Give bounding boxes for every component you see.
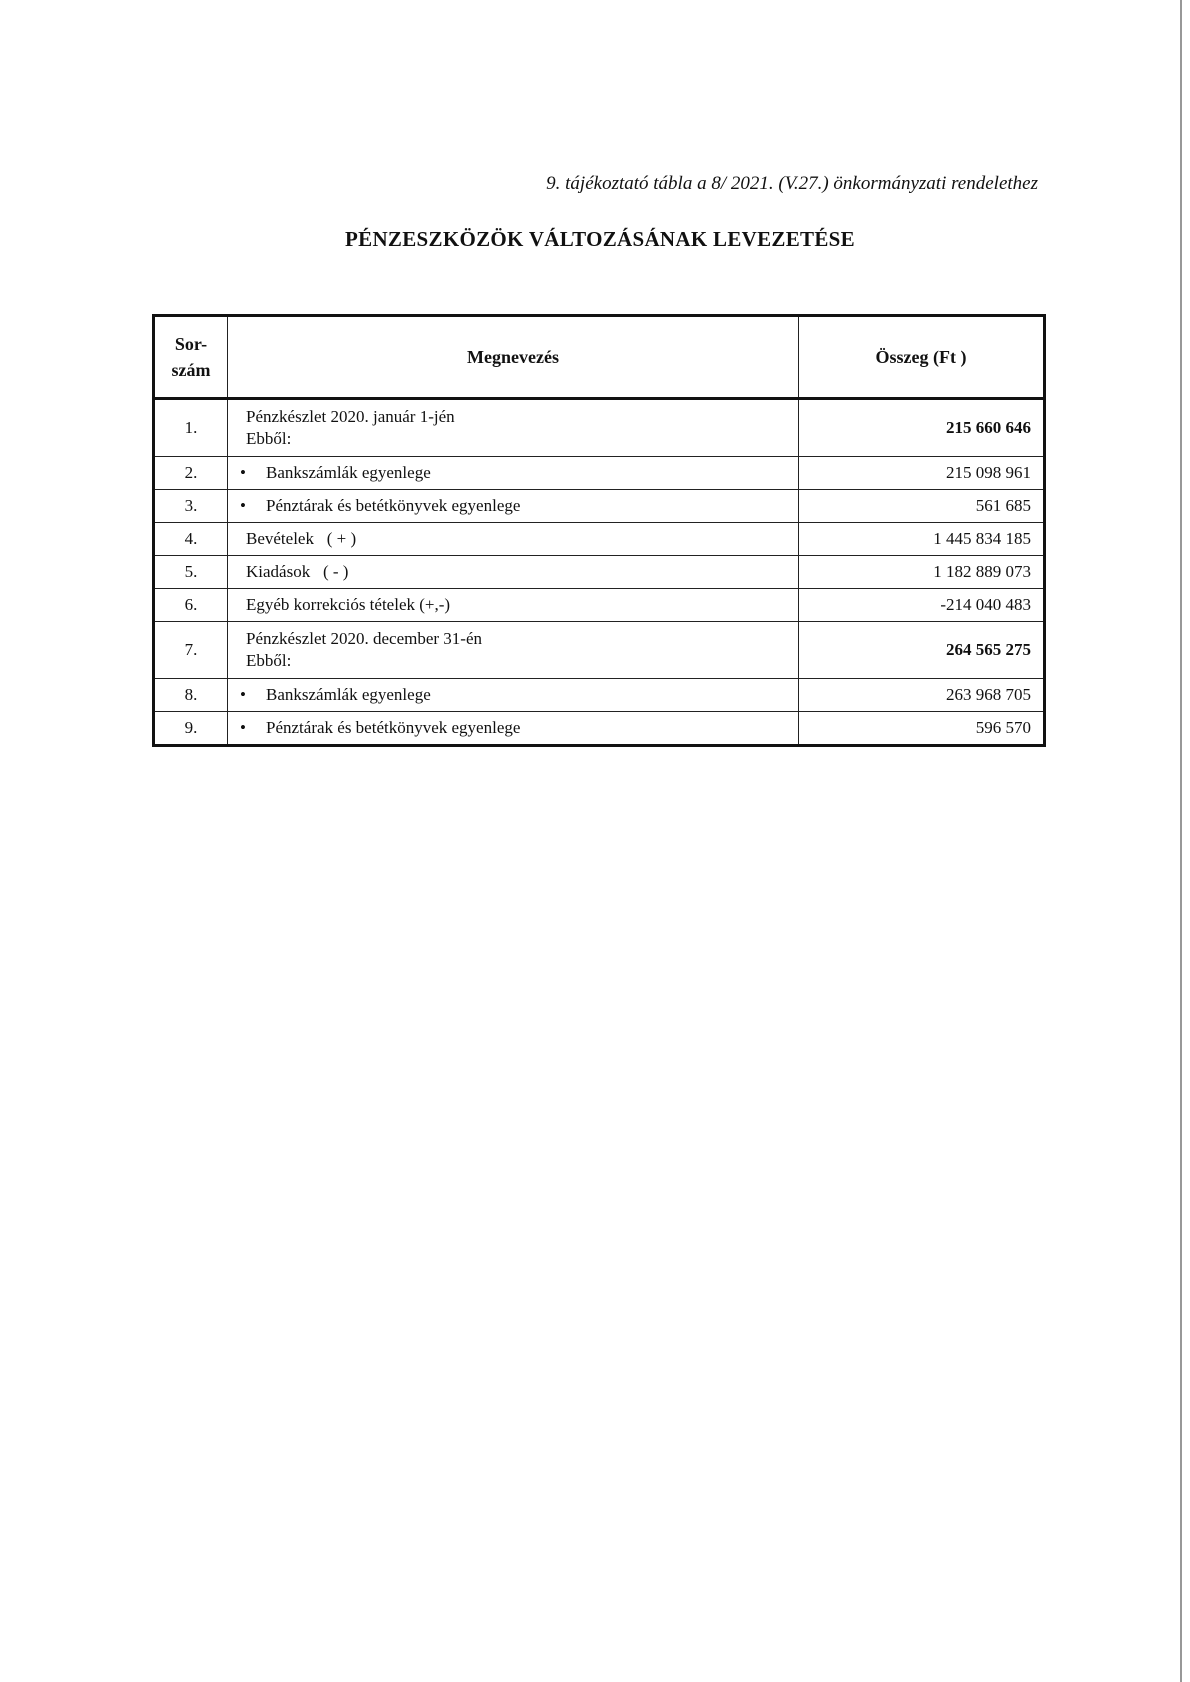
- row-label: Pénztárak és betétkönyvek egyenlege: [266, 496, 521, 515]
- header-description: Megnevezés: [228, 316, 799, 399]
- row-label-cell: [228, 589, 799, 622]
- document-title: PÉNZESZKÖZÖK VÁLTOZÁSÁNAK LEVEZETÉSE: [345, 227, 855, 251]
- table-row: [154, 490, 1045, 523]
- row-sublabel: Ebből:: [246, 651, 292, 670]
- row-label-cell: [228, 556, 799, 589]
- bullet-icon: •: [240, 685, 246, 704]
- table-row: [154, 589, 1045, 622]
- row-label: Bevételek ( + ): [246, 529, 357, 548]
- row-label: Pénzkészlet 2020. január 1-jén: [246, 407, 455, 426]
- row-number: 2.: [154, 457, 228, 490]
- row-label: Pénztárak és betétkönyvek egyenlege: [266, 718, 521, 737]
- document-caption: 9. tájékoztató tábla a 8/ 2021. (V.27.) önkormányzati rendelethez: [546, 173, 1038, 194]
- row-number: 3.: [154, 490, 228, 523]
- row-label: Bankszámlák egyenlege: [266, 463, 431, 482]
- cash-flow-table: [152, 314, 1046, 747]
- table-row: [154, 556, 1045, 589]
- row-label-cell: [228, 457, 799, 490]
- row-amount: -214 040 483: [799, 589, 1045, 622]
- row-label: Egyéb korrekciós tételek (+,-): [246, 595, 451, 614]
- header-row-number-line2: szám: [171, 360, 211, 380]
- row-label-cell: [228, 622, 799, 679]
- row-number: 1.: [154, 399, 228, 457]
- row-amount: 561 685: [799, 490, 1045, 523]
- table-row: [154, 712, 1045, 746]
- scan-edge-line: [1180, 0, 1182, 1682]
- table-row: [154, 399, 1045, 457]
- row-label: Pénzkészlet 2020. december 31-én: [246, 629, 483, 648]
- header-row-number: [154, 316, 228, 399]
- row-amount: 596 570: [799, 712, 1045, 746]
- table-row: [154, 622, 1045, 679]
- row-number: 7.: [154, 622, 228, 679]
- row-label-cell: [228, 399, 799, 457]
- row-amount: 215 660 646: [799, 399, 1045, 457]
- row-sublabel: Ebből:: [246, 429, 292, 448]
- bullet-icon: •: [240, 718, 246, 737]
- row-number: 8.: [154, 679, 228, 712]
- header-row-number-line1: Sor-: [174, 334, 208, 354]
- row-amount: 1 445 834 185: [799, 523, 1045, 556]
- row-number: 9.: [154, 712, 228, 746]
- row-label-cell: [228, 712, 799, 746]
- row-label: Bankszámlák egyenlege: [266, 685, 431, 704]
- header-amount: Összeg (Ft ): [799, 316, 1045, 399]
- table-row: [154, 457, 1045, 490]
- row-label-cell: [228, 523, 799, 556]
- row-number: 4.: [154, 523, 228, 556]
- row-number: 6.: [154, 589, 228, 622]
- table-row: [154, 523, 1045, 556]
- row-number: 5.: [154, 556, 228, 589]
- row-amount: 1 182 889 073: [799, 556, 1045, 589]
- table-row: [154, 679, 1045, 712]
- bullet-icon: •: [240, 463, 246, 482]
- table-header-row: [154, 316, 1045, 399]
- row-amount: 264 565 275: [799, 622, 1045, 679]
- row-label: Kiadások ( - ): [246, 562, 349, 581]
- row-amount: 215 098 961: [799, 457, 1045, 490]
- bullet-icon: •: [240, 496, 246, 515]
- row-label-cell: [228, 679, 799, 712]
- row-amount: 263 968 705: [799, 679, 1045, 712]
- row-label-cell: [228, 490, 799, 523]
